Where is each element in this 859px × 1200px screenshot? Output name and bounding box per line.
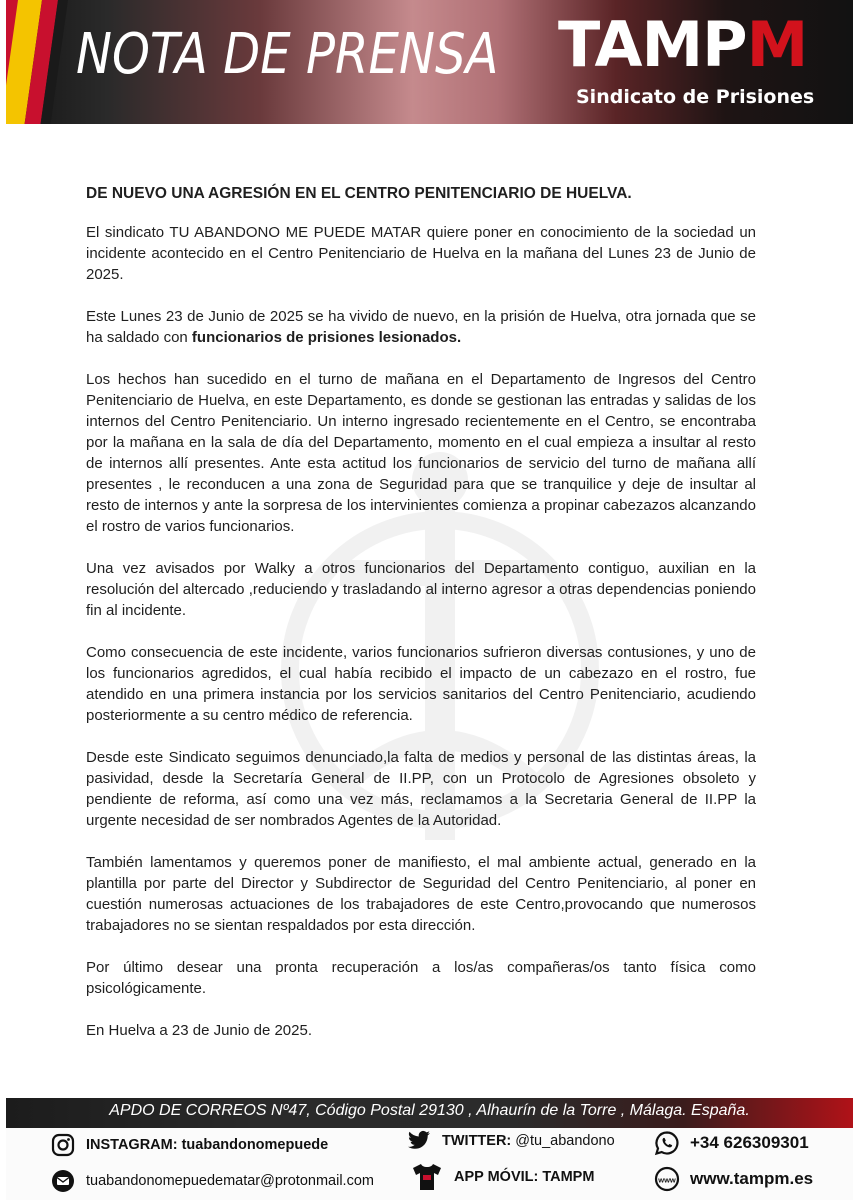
- summary-text: Este Lunes 23 de Junio de 2025 se ha vivido de nuevo, en la prisión de Huelva, otra jornada que se ha saldado con: [86, 308, 756, 346]
- paragraph-summary: [86, 306, 756, 348]
- app-label: APP MÓVIL: TAMPM: [454, 1169, 595, 1185]
- email-address: tuabandonomepuedematar@protonmail.com: [86, 1173, 374, 1189]
- website-url: www.tampm.es: [690, 1169, 814, 1188]
- email-icon: [50, 1168, 76, 1194]
- press-release-body: [86, 183, 756, 1062]
- document-title: DE NUEVO UNA AGRESIÓN EN EL CENTRO PENITENCIARIO DE HUELVA.: [86, 185, 632, 202]
- paragraph-complaint: Desde este Sindicato seguimos denunciado,la falta de medios y personal de las distintas áreas, la pasividad, desde la Secretaría General de II.PP, con un Protocolo de Agresiones obsoleto y pendiente de reforma, así como una vez más, reclamamos a la Secretaria General de II.PP la urgente necesidad de ser nombrados Agentes de la Autoridad.: [86, 749, 756, 829]
- instagram-label: INSTAGRAM: tuabandonomepuede: [86, 1137, 329, 1153]
- whatsapp-number: +34 626309301: [690, 1133, 809, 1152]
- tshirt-icon: [410, 1160, 444, 1194]
- twitter-handle: @tu_abandono: [515, 1133, 615, 1149]
- globe-icon: [654, 1166, 680, 1192]
- brand-name: [558, 8, 808, 81]
- twitter-label: TWITTER:: [442, 1133, 512, 1149]
- brand-main: TAMP: [558, 8, 747, 81]
- footer: [6, 1098, 853, 1200]
- summary-highlight: funcionarios de prisiones lesionados.: [191, 329, 462, 346]
- whatsapp-icon: [654, 1130, 680, 1156]
- paragraph-facts: Los hechos han sucedido en el turno de mañana en el Departamento de Ingresos del Centro Penitenciario de Huelva, en este Departamento, es donde se gestionan las entradas y salidas de los internos del Centro Penitenciario. Un interno ingresado recientemente en el Centro, se encontraba por la mañana en la sala de día del Departamento, momento en el cual empieza a insultar al resto de internos allí presentes. Ante esta actitud los funcionarios de servicio del turno de mañana allí presentes , le reconducen a una zona de Seguridad para que se tranquilice y deje de insultar al resto de internos y ante la sorpresa de los intervinientes comienza a propinar cabezazos alcanzando el rostro de varios funcionarios.: [86, 371, 756, 535]
- paragraph-intro: El sindicato TU ABANDONO ME PUEDE MATAR quiere poner en conocimiento de la sociedad un incidente acontecido en el Centro Penitenciario de Huelva en la mañana del Lunes 23 de Junio de 2025.: [86, 224, 756, 283]
- instagram-icon: [50, 1132, 76, 1158]
- postal-address: APDO DE CORREOS Nº47, Código Postal 29130 , Alhaurín de la Torre , Málaga. España.: [109, 1102, 750, 1119]
- paragraph-management: También lamentamos y queremos poner de manifiesto, el mal ambiente actual, generado en la plantilla por parte del Director y Subdirector de Seguridad del Centro Penitenciario, al poner en cuestión numerosas actuaciones de los trabajadores de este Centro,provocando que numerosos trabajadores no se sientan respaldados por esta dirección.: [86, 854, 756, 934]
- paragraph-consequences: Como consecuencia de este incidente, varios funcionarios sufrieron diversas contusiones, y uno de los funcionarios agredidos, el cual había recibido el impacto de un cabezazo en el rostro, fue atendido en una primera instancia por los servicios sanitarios del Centro Penitenciario, acudiendo posteriormente a su centro médico de referencia.: [86, 644, 756, 724]
- website-contact[interactable]: [654, 1166, 813, 1192]
- header-banner: [6, 0, 853, 124]
- paragraph-wishes: Por último desear una pronta recuperación a los/as compañeras/os tanto física como psicológicamente.: [86, 959, 756, 997]
- closing-line: En Huelva a 23 de Junio de 2025.: [86, 1022, 313, 1039]
- email-contact[interactable]: [50, 1168, 374, 1194]
- brand-logo: [558, 8, 828, 114]
- whatsapp-contact[interactable]: [654, 1130, 809, 1156]
- twitter-icon: [406, 1128, 432, 1154]
- instagram-contact[interactable]: [50, 1132, 328, 1158]
- brand-accent: M: [746, 8, 808, 81]
- twitter-contact[interactable]: [406, 1128, 615, 1154]
- web-icon-text: www: [658, 1175, 676, 1185]
- header-title: NOTA DE PRENSA: [76, 22, 499, 87]
- app-contact[interactable]: [410, 1160, 594, 1194]
- paragraph-resolution: Una vez avisados por Walky a otros funcionarios del Departamento contiguo, auxilian en la resolución del altercado ,reduciendo y trasladando al interno agresor a otras dependencias poniendo fin al incidente.: [86, 560, 756, 619]
- brand-subtitle: Sindicato de Prisiones: [576, 86, 815, 108]
